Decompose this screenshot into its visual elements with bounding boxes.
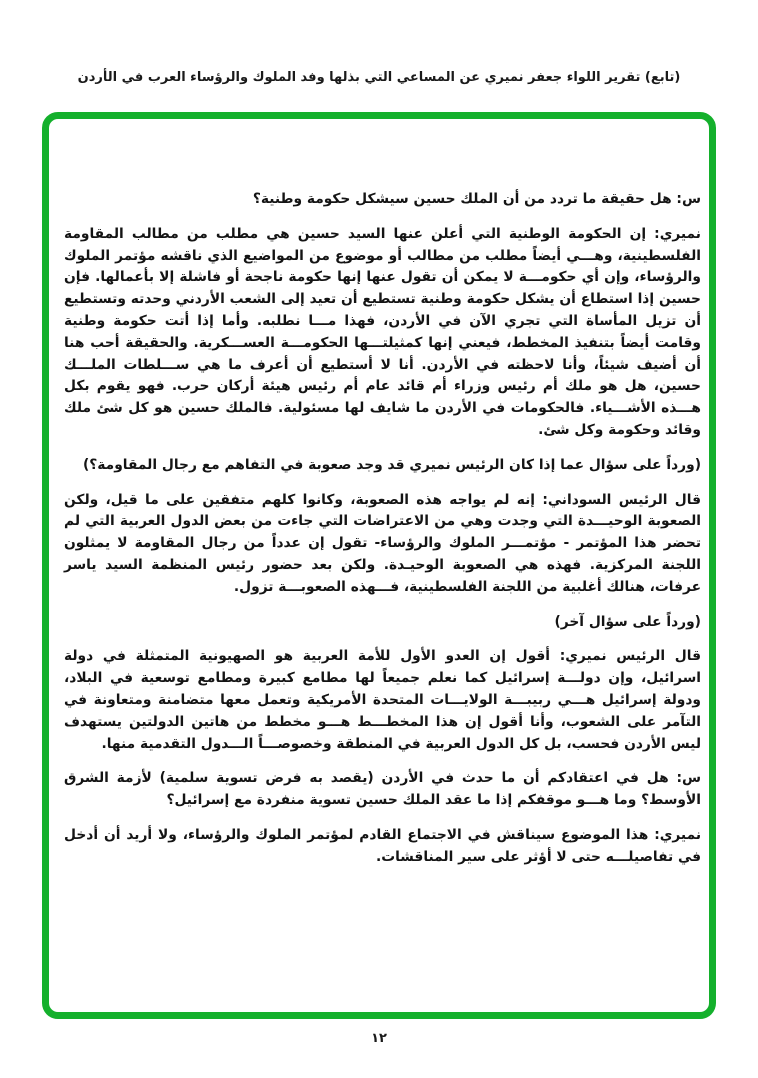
paragraph-aside-2: (ورداً على سؤال آخر) <box>554 613 701 630</box>
paragraph-question-1: س: هل حقيقة ما تردد من أن الملك حسين سيشكل حكومة وطنية؟ <box>252 191 701 207</box>
page-number: ١٢ <box>371 1031 387 1046</box>
paragraph-question-2: س: هل في اعتقادكم أن ما حدث في الأردن (يقصد به فرض تسوية سلمية) لأزمة الشرق الأوسط؟ وما هـــو موقفكم إذا ما عقد الملك حسين تسوية منفردة مع إسرائيل؟ <box>64 770 701 809</box>
document-frame <box>42 112 716 1019</box>
paragraph-answer-3: قال الرئيس نميري: أقول إن العدو الأول للأمة العربية هو الصهيونية المتمثلة في دولة اسرائيل، وإن دولـــة إسرائيل كما نعلم جميعاً لها مطامع كبيرة ومطامع توسعية في البلاد، ودولة إسرائيل هـــي ربيبـــة الولايـــات المتحدة الأمريكية وتعمل معها متضامنة ومتعاونة في التآمر على الشعوب، وأنا أقول إن هذا المخطـــط هـــو مخطط من هاتين الدولتين يستهدف ليس الأردن فحسب، بل كل الدول العربية في المنطقة وخصوصـــاً الـــدول التقدمية منها. <box>64 648 701 752</box>
document-body <box>64 189 701 882</box>
paragraph-answer-1: نميري: إن الحكومة الوطنية التي أعلن عنها السيد حسين هي مطلب من مطالب المقاومة الفلسطينية، وهـــي أيضاً مطلب من مطالب أو موضوع من المواضيع الذي ناقشه مؤتمر الملوك والرؤساء، وإن أي حكومـــة لا يمكن أن تقول عنها إنها حكومة ناجحة أو فاشلة إلا بأعمالها. فإن حسين إذا استطاع أن يشكل حكومة وطنية تستطيع أن تعيد إلى الشعب الأردني وحدته وتستطيع أن تزيل المأساة التي تجري الآن في الأردن، فهذا مـــا نطلبه. وأما إذا أتت حكومة وطنية وقامت أيضاً بتنفيذ المخطط، فيعني إنها كمثيلتـــها الحكومـــة العســـكرية. والحقيقة أحب هنا أن أضيف شيئاً، وأنا لاحظته في الأردن. أنا لا أستطيع أن أعرف ما هي ســـلطات الملـــك حسين، هل هو ملك أم رئيس وزراء أم قائد عام أم رئيس هيئة أركان حرب. فهو يقوم بكل هـــذه الأشـــياء. فالحكومات في الأردن ما شايف لها مسئولية. فالملك حسين هو كل شئ ملك وقائد وحكومة وكل شئ. <box>64 225 701 438</box>
page-header-title: (تابع) تقرير اللواء جعفر نميري عن المساعي التي بذلها وفد الملوك والرؤساء العرب في الأردن <box>77 70 681 85</box>
paragraph-answer-2: قال الرئيس السوداني: إنه لم يواجه هذه الصعوبة، وكانوا كلهم متفقين على ما قيل، ولكن الصعوبة الوحيـــدة التي وجدت وهي من الاعتراضات التي جاءت من بعض الدول العربية التي لم تحضر هذا المؤتمر - مؤتمـــر الملوك والرؤساء- تقول إن عدداً من رجال المقاومة لا يمثلون اللجنة المركزية. فهذه هي الصعوبة الوحيـدة. ولكن بعد حضور رئيس المنظمة السيد ياسر عرفات، هنالك أغلبية من اللجنة الفلسطينية، فـــهذه الصعوبـــة تزول. <box>64 491 701 595</box>
paragraph-aside-1: (ورداً على سؤال عما إذا كان الرئيس نميري قد وجد صعوبة في التفاهم مع رجال المقاومة؟) <box>83 456 701 473</box>
paragraph-answer-4: نميري: هذا الموضوع سيناقش في الاجتماع القادم لمؤتمر الملوك والرؤساء، ولا أريد أن أدخل في تفاصيلـــه حتى لا أؤثر على سير المناقشات. <box>64 826 701 865</box>
